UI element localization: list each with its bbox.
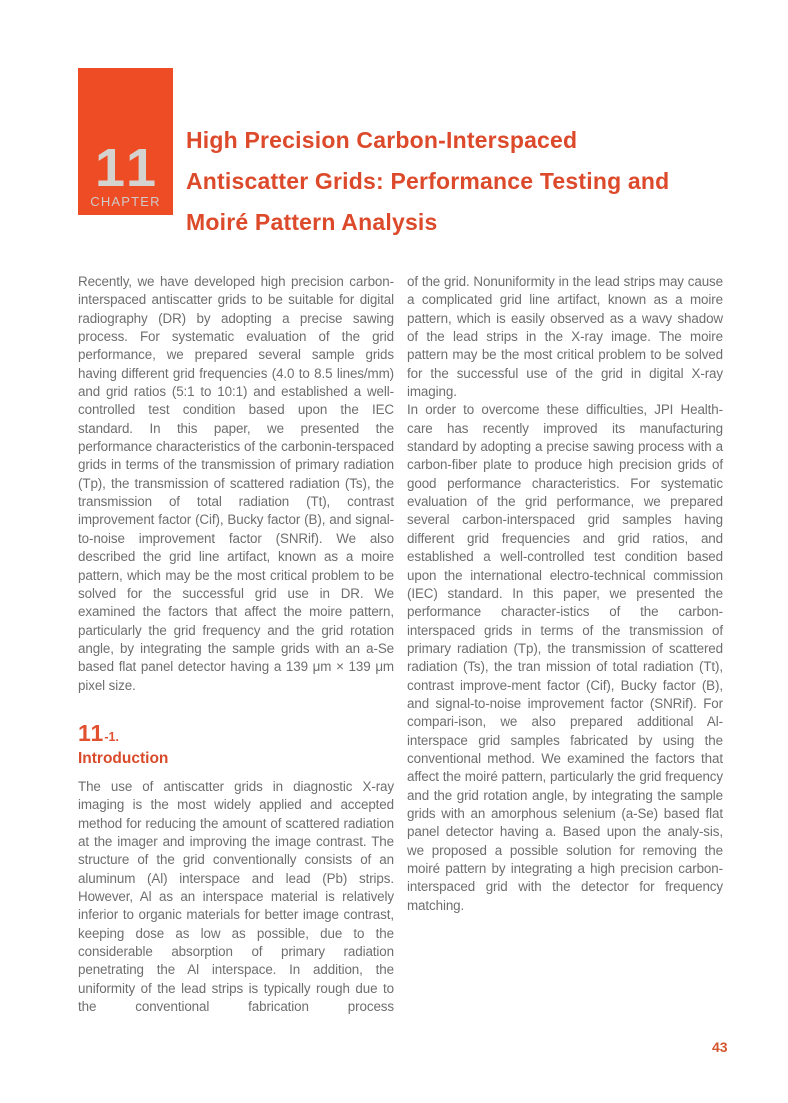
- intro-left-paragraph: The use of antiscatter grids in diagnostic X-ray imaging is the most widely applied and accepted method for reducing the amount of scattered radiation at the imager and improving the image contrast. The structure of the grid conventionally consists of an aluminum (Al) interspace and lead (Pb) strips. However, Al as an interspace material is relatively inferior to organic materials for better image contrast, keeping dose as low as possible, due to the considerable absorption of primary radiation penetrating the Al interspace. In addition, the uniformity of the lead strips is typically rough due to the conventional fabrication process: [78, 778, 394, 1015]
- left-column: [78, 273, 394, 1016]
- chapter-title-line-3: Moiré Pattern Analysis: [186, 209, 438, 235]
- chapter-label: CHAPTER: [90, 194, 161, 209]
- intro-right-paragraph-1: of the grid. Nonuniformity in the lead strips may cause a complicated grid line artifact, known as a moire pattern, which is easily observed as a wavy shadow of the lead strips in the X-ray image. The moire pattern may be the most critical problem to be solved for the successful use of the grid in digital X-ray imaging.: [407, 274, 723, 400]
- section-number-chapter: 11: [78, 719, 105, 746]
- abstract-paragraph: Recently, we have developed high precision carbon-interspaced antiscatter grids to be suitable for digital radiography (DR) by adopting a precise sawing process. For systematic evaluation of the grid performance, we prepared several sample grids having different grid frequencies (4.0 to 8.5 lines/mm) and grid ratios (5:1 to 10:1) and established a well-controlled test condition based upon the IEC standard. In this paper, we presented the performance characteristics of the carbonin-terspaced grids in terms of the transmission of primary radiation (Tp), the transmission of scattered radiation (Ts), the transmission of total radiation (Tt), contrast improvement factor (Cif), Bucky factor (B), and signal-to-noise improvement factor (SNRif). We also described the grid line artifact, known as a moire pattern, which may be the most critical problem to be solved for the successful grid use in DR. We examined the factors that affect the moire pattern, particularly the grid frequency and the grid rotation angle, by integrating the sample grids with an a-Se based flat panel detector having a 139 μm × 139 μm pixel size.: [78, 274, 394, 693]
- chapter-box: [78, 68, 173, 215]
- chapter-number: 11: [94, 138, 161, 198]
- section-number: [78, 721, 394, 749]
- intro-right-paragraph-2: In order to overcome these difficulties, JPI Health-care has recently improved its manufacturing standard by adopting a precise sawing process with a carbon-fiber plate to produce high precision grids of good performance characteristics. For systematic evaluation of the grid performance, we prepared several carbon-interspaced grid samples having different grid frequencies and grid ratios, and established a well-controlled test condition based upon the international electro-technical commission (IEC) standard. In this paper, we presented the performance character-istics of the carbon-interspaced grids in terms of the transmission of primary radiation (Tp), the transmission of scattered radiation (Ts), the tran mission of total radiation (Tt), contrast improve-ment factor (Cif), Bucky factor (B), and signal-to-noise improvement factor (SNRif). For compari-ison, we also prepared additional Al-interspace grid samples fabricated by using the conventional method. We examined the factors that affect the moiré pattern, particularly the grid frequency and the grid rotation angle, by integrating the sample grids with an amorphous selenium (a-Se) based flat panel detector having a. Based upon the analy-sis, we proposed a possible solution for removing the moiré pattern by integrating a high precision carbon-interspaced grid with the detector for frequency matching.: [407, 402, 723, 913]
- body-columns: [78, 273, 723, 1016]
- page-number: 43: [712, 1039, 728, 1055]
- chapter-title-line-2: Antiscatter Grids: Performance Testing and: [186, 168, 670, 194]
- right-column: [407, 273, 723, 1016]
- section-title: Introduction: [78, 749, 169, 767]
- section-heading: [78, 721, 394, 769]
- section-number-suffix: -1.: [104, 729, 119, 744]
- chapter-title: [186, 120, 746, 243]
- chapter-title-line-1: High Precision Carbon-Interspaced: [186, 127, 578, 153]
